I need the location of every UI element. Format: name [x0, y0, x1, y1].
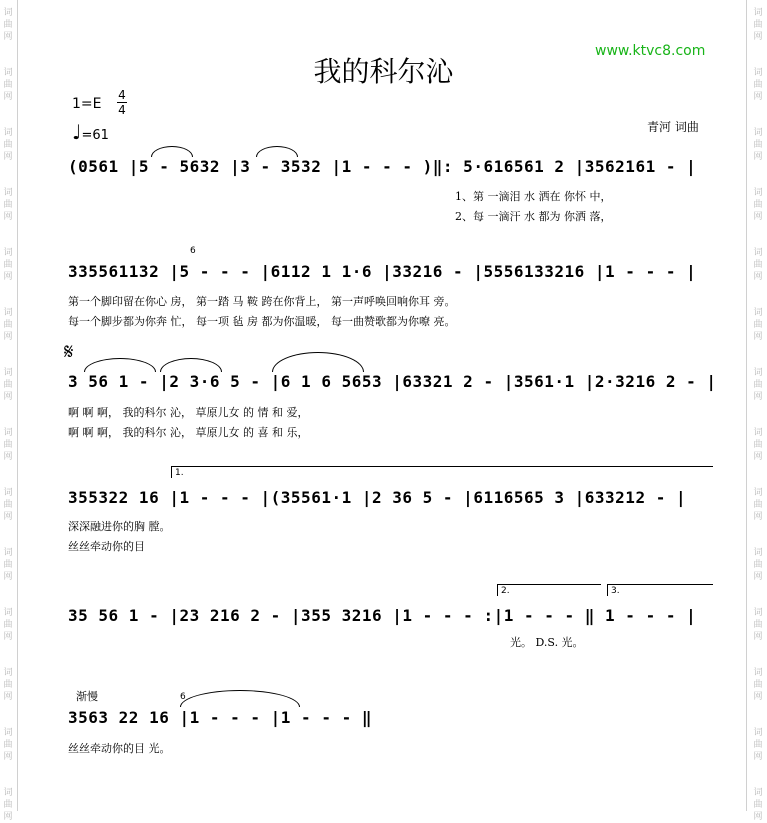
- watermark-glyph: 网: [753, 752, 763, 762]
- watermark-glyph: 词: [3, 728, 13, 738]
- watermark-glyph: 曲: [3, 260, 13, 270]
- watermark-glyph: 词: [753, 128, 763, 138]
- watermark-glyph: 网: [3, 752, 13, 762]
- watermark-glyph: 网: [753, 452, 763, 462]
- lyric-row-4-verse-1: 深深融进你的胸 膛。: [68, 520, 171, 533]
- watermark-glyph: 曲: [3, 80, 13, 90]
- watermark-glyph: 词: [753, 788, 763, 798]
- watermark-glyph: 曲: [753, 620, 763, 630]
- key-signature: 1=E: [72, 96, 102, 112]
- slur: [180, 690, 300, 707]
- watermark-glyph: 曲: [753, 260, 763, 270]
- watermark-glyph: 曲: [753, 80, 763, 90]
- lyric-row-2-verse-1: 第一个脚印留在你心 房， 第一踏 马 鞍 跨在你背上， 第一声呼唤回响你耳 旁。: [68, 295, 456, 308]
- watermark-glyph: 词: [753, 68, 763, 78]
- watermark-glyph: 网: [3, 452, 13, 462]
- grace-note-6: 6: [190, 246, 196, 256]
- watermark-glyph: 词: [753, 728, 763, 738]
- watermark-glyph: 词: [753, 488, 763, 498]
- watermark-glyph: 词: [753, 188, 763, 198]
- slur: [151, 146, 193, 157]
- segno-icon: 𝄋: [64, 340, 74, 365]
- watermark-glyph: 曲: [3, 20, 13, 30]
- time-signature: [117, 88, 127, 117]
- lyric-row-5: 光。 D.S. 光。: [510, 636, 584, 649]
- watermark-glyph: 网: [3, 632, 13, 642]
- watermark-glyph: 曲: [753, 140, 763, 150]
- lyric-row-1-verse-1: 1、第 一滴泪 水 洒在 你怀 中，: [455, 190, 612, 203]
- left-margin-line: [17, 0, 18, 811]
- lyric-row-2-verse-2: 每一个脚步都为你奔 忙， 每一项 毡 房 都为你温暖， 每一曲赞歌都为你嘹 亮。: [68, 315, 456, 328]
- watermark-glyph: 曲: [3, 440, 13, 450]
- watermark-glyph: 词: [753, 248, 763, 258]
- tempo-change-marking: 渐慢: [76, 690, 98, 703]
- slur: [84, 358, 156, 372]
- watermark-glyph: 曲: [753, 680, 763, 690]
- watermark-glyph: 词: [753, 548, 763, 558]
- watermark-glyph: 网: [753, 212, 763, 222]
- slur: [256, 146, 298, 157]
- watermark-glyph: 网: [753, 392, 763, 402]
- watermark-glyph: 网: [3, 812, 13, 822]
- lyric-row-3-verse-2: 啊 啊 啊， 我的科尔 沁， 草原儿女 的 喜 和 乐，: [68, 426, 309, 439]
- volta-1: 1.: [171, 466, 713, 478]
- watermark-glyph: 曲: [753, 20, 763, 30]
- score-row-4: 355322 16 |1 - - - |(35561·1 |2 36 5 - |6116565 3 |633212 - |: [68, 488, 687, 507]
- watermark-glyph: 网: [753, 572, 763, 582]
- watermark-glyph: 曲: [3, 320, 13, 330]
- watermark-glyph: 网: [3, 512, 13, 522]
- tempo-value: =61: [81, 128, 109, 143]
- tempo-marking: [72, 120, 109, 144]
- watermark-glyph: 词: [3, 488, 13, 498]
- right-margin-line: [746, 0, 747, 811]
- lyric-row-1-verse-2: 2、每 一滴汗 水 都为 你洒 落，: [455, 210, 612, 223]
- watermark-glyph: 网: [753, 32, 763, 42]
- watermark-glyph: 曲: [753, 320, 763, 330]
- watermark-glyph: 网: [753, 272, 763, 282]
- watermark-glyph: 网: [3, 32, 13, 42]
- watermark-glyph: 词: [3, 8, 13, 18]
- watermark-glyph: 词: [3, 68, 13, 78]
- watermark-glyph: 曲: [3, 200, 13, 210]
- quarter-note-icon: ♩: [72, 120, 82, 144]
- grace-note-6: 6: [180, 692, 186, 702]
- watermark-glyph: 网: [753, 812, 763, 822]
- watermark-glyph: 词: [753, 428, 763, 438]
- score-row-6: 3563 22 16 |1 - - - |1 - - - ‖: [68, 708, 372, 727]
- watermark-glyph: 网: [753, 332, 763, 342]
- watermark-glyph: 曲: [3, 500, 13, 510]
- watermark-glyph: 网: [753, 692, 763, 702]
- score-row-5: 35 56 1 - |23 216 2 - |355 3216 |1 - - - :|1 - - - ‖ 1 - - - |: [68, 606, 697, 625]
- score-row-1: (0561 |5 - 5632 |3 - 3532 |1 - - - )‖: 5·616561 2 |3562161 - |: [68, 157, 697, 176]
- lyric-row-3-verse-1: 啊 啊 啊， 我的科尔 沁， 草原儿女 的 情 和 爱，: [68, 406, 309, 419]
- volta-2: 2.: [497, 584, 601, 596]
- watermark-glyph: 词: [753, 608, 763, 618]
- watermark-glyph: 词: [3, 548, 13, 558]
- watermark-glyph: 词: [3, 368, 13, 378]
- watermark-glyph: 曲: [3, 560, 13, 570]
- watermark-glyph: 网: [753, 632, 763, 642]
- meter-bottom: 4: [118, 103, 126, 117]
- watermark-glyph: 曲: [753, 380, 763, 390]
- watermark-glyph: 词: [753, 368, 763, 378]
- volta-3: 3.: [607, 584, 713, 596]
- watermark-glyph: 曲: [3, 680, 13, 690]
- watermark-glyph: 曲: [3, 380, 13, 390]
- watermark-glyph: 曲: [3, 800, 13, 810]
- watermark-glyph: 曲: [753, 440, 763, 450]
- slur: [160, 358, 222, 372]
- slur: [272, 352, 364, 372]
- watermark-glyph: 曲: [3, 140, 13, 150]
- lyric-row-4-verse-2: 丝丝牵动你的目: [68, 540, 145, 553]
- song-title: 我的科尔沁: [313, 55, 454, 88]
- site-url[interactable]: www.ktvc8.com: [595, 43, 706, 59]
- watermark-glyph: 词: [753, 8, 763, 18]
- watermark-glyph: 网: [753, 152, 763, 162]
- watermark-glyph: 曲: [753, 740, 763, 750]
- score-row-2: 335561132 |5 - - - |6112 1 1·6 |33216 - |5556133216 |1 - - - |: [68, 262, 697, 281]
- score-row-3: 3 56 1 - |2 3·6 5 - |6 1 6 5653 |63321 2 - |3561·1 |2·3216 2 - |: [68, 372, 717, 391]
- watermark-glyph: 曲: [753, 560, 763, 570]
- watermark-glyph: 网: [3, 92, 13, 102]
- watermark-glyph: 曲: [3, 740, 13, 750]
- watermark-glyph: 网: [3, 392, 13, 402]
- watermark-glyph: 词: [3, 608, 13, 618]
- watermark-glyph: 曲: [753, 800, 763, 810]
- watermark-glyph: 词: [3, 788, 13, 798]
- watermark-glyph: 词: [3, 428, 13, 438]
- watermark-glyph: 网: [3, 572, 13, 582]
- watermark-glyph: 词: [753, 668, 763, 678]
- watermark-glyph: 网: [3, 692, 13, 702]
- watermark-glyph: 网: [3, 272, 13, 282]
- author-credit: 青河 词曲: [647, 120, 699, 134]
- watermark-glyph: 网: [753, 92, 763, 102]
- watermark-glyph: 网: [3, 212, 13, 222]
- watermark-glyph: 曲: [753, 500, 763, 510]
- watermark-glyph: 词: [3, 248, 13, 258]
- lyric-row-6: 丝丝牵动你的目 光。: [68, 742, 171, 755]
- watermark-glyph: 词: [3, 128, 13, 138]
- watermark-glyph: 网: [3, 332, 13, 342]
- watermark-glyph: 曲: [753, 200, 763, 210]
- watermark-glyph: 词: [753, 308, 763, 318]
- watermark-glyph: 词: [3, 308, 13, 318]
- watermark-glyph: 网: [3, 152, 13, 162]
- watermark-glyph: 词: [3, 668, 13, 678]
- meter-top: 4: [118, 88, 126, 102]
- watermark-glyph: 网: [753, 512, 763, 522]
- watermark-glyph: 词: [3, 188, 13, 198]
- watermark-glyph: 曲: [3, 620, 13, 630]
